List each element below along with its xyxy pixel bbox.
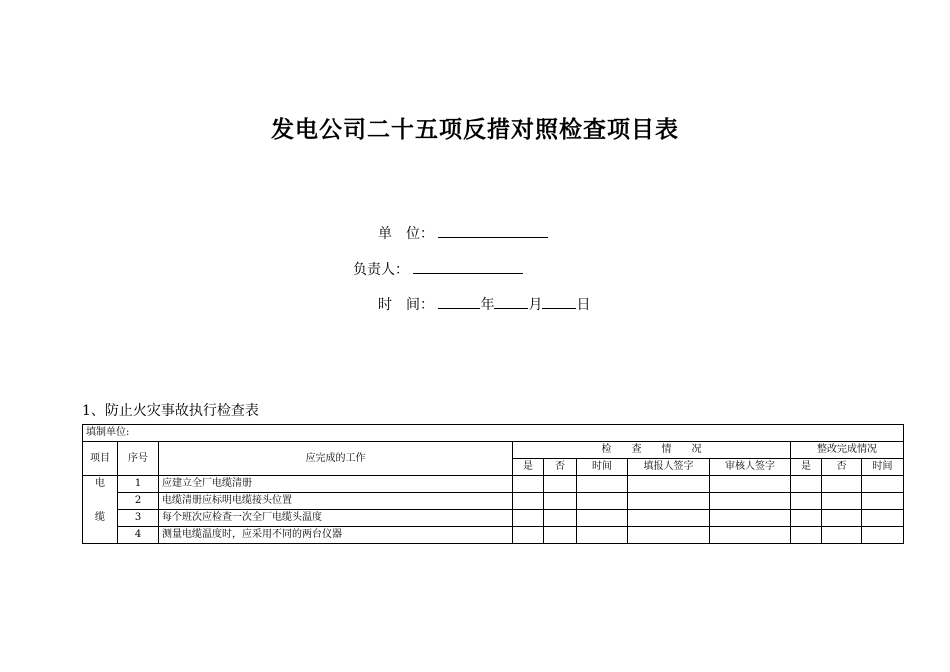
cell-fix-yes[interactable] bbox=[791, 510, 822, 527]
cell-fix-no[interactable] bbox=[822, 527, 862, 544]
unit-label: 单 位： bbox=[378, 226, 434, 242]
month-blank[interactable] bbox=[494, 295, 528, 309]
fix-col-time: 时间 bbox=[862, 459, 904, 476]
item-name-bottom: 缆 bbox=[83, 510, 118, 527]
section-title: 1、防止火灾事故执行检查表 bbox=[82, 403, 259, 419]
unit-field bbox=[378, 223, 548, 243]
time-field bbox=[378, 294, 590, 314]
cell-reporter[interactable] bbox=[628, 476, 710, 493]
cell-check-yes[interactable] bbox=[513, 510, 544, 527]
table-row bbox=[83, 493, 904, 510]
cell-check-no[interactable] bbox=[544, 527, 577, 544]
day-label: 日 bbox=[576, 297, 591, 313]
cell-check-time[interactable] bbox=[577, 527, 628, 544]
header-fix: 整改完成情况 bbox=[791, 442, 904, 459]
check-col-time: 时间 bbox=[577, 459, 628, 476]
cell-check-no[interactable] bbox=[544, 476, 577, 493]
person-field bbox=[353, 259, 523, 279]
cell-reporter[interactable] bbox=[628, 510, 710, 527]
header-item: 项目 bbox=[83, 442, 118, 476]
cell-fix-time[interactable] bbox=[862, 493, 904, 510]
cell-reviewer[interactable] bbox=[710, 527, 791, 544]
table-row bbox=[83, 510, 904, 527]
check-table bbox=[82, 424, 904, 544]
fix-col-no: 否 bbox=[822, 459, 862, 476]
cell-fix-time[interactable] bbox=[862, 476, 904, 493]
year-blank[interactable] bbox=[438, 295, 480, 309]
fill-unit-row bbox=[83, 425, 904, 442]
person-label: 负责人： bbox=[353, 262, 409, 278]
cell-reporter[interactable] bbox=[628, 493, 710, 510]
header-check: 检 查 情 况 bbox=[513, 442, 791, 459]
row-seq: 2 bbox=[118, 493, 159, 510]
row-work: 应建立全厂电缆清册 bbox=[159, 476, 513, 493]
cell-check-no[interactable] bbox=[544, 510, 577, 527]
row-seq: 3 bbox=[118, 510, 159, 527]
row-seq: 1 bbox=[118, 476, 159, 493]
cell-check-time[interactable] bbox=[577, 476, 628, 493]
cell-check-yes[interactable] bbox=[513, 493, 544, 510]
person-blank[interactable] bbox=[413, 260, 523, 274]
table-row bbox=[83, 527, 904, 544]
row-work: 电缆清册应标明电缆接头位置 bbox=[159, 493, 513, 510]
cell-check-no[interactable] bbox=[544, 493, 577, 510]
row-work: 测量电缆温度时，应采用不同的两台仪器 bbox=[159, 527, 513, 544]
day-blank[interactable] bbox=[542, 295, 576, 309]
month-label: 月 bbox=[528, 297, 543, 313]
cell-fix-time[interactable] bbox=[862, 510, 904, 527]
unit-blank[interactable] bbox=[438, 224, 548, 238]
table-row bbox=[83, 476, 904, 493]
item-name-spacer bbox=[83, 527, 118, 544]
cell-check-yes[interactable] bbox=[513, 527, 544, 544]
cell-reviewer[interactable] bbox=[710, 510, 791, 527]
cell-fix-no[interactable] bbox=[822, 493, 862, 510]
time-label: 时 间： bbox=[378, 297, 434, 313]
fill-unit-label: 填制单位: bbox=[83, 425, 904, 442]
header-row-1 bbox=[83, 442, 904, 459]
row-seq: 4 bbox=[118, 527, 159, 544]
item-name-top: 电 bbox=[83, 476, 118, 493]
cell-reviewer[interactable] bbox=[710, 476, 791, 493]
cell-fix-no[interactable] bbox=[822, 510, 862, 527]
header-work: 应完成的工作 bbox=[159, 442, 513, 476]
cell-reviewer[interactable] bbox=[710, 493, 791, 510]
check-col-reporter: 填报人签字 bbox=[628, 459, 710, 476]
cell-fix-time[interactable] bbox=[862, 527, 904, 544]
cell-fix-yes[interactable] bbox=[791, 476, 822, 493]
fix-col-yes: 是 bbox=[791, 459, 822, 476]
page-title: 发电公司二十五项反措对照检查项目表 bbox=[271, 116, 679, 143]
year-label: 年 bbox=[480, 297, 495, 313]
cell-check-time[interactable] bbox=[577, 510, 628, 527]
check-col-no: 否 bbox=[544, 459, 577, 476]
cell-check-yes[interactable] bbox=[513, 476, 544, 493]
row-work: 每个班次应检查一次全厂电缆头温度 bbox=[159, 510, 513, 527]
cell-reporter[interactable] bbox=[628, 527, 710, 544]
cell-check-time[interactable] bbox=[577, 493, 628, 510]
check-col-yes: 是 bbox=[513, 459, 544, 476]
check-col-reviewer: 审核人签字 bbox=[710, 459, 791, 476]
cell-fix-yes[interactable] bbox=[791, 527, 822, 544]
header-seq: 序号 bbox=[118, 442, 159, 476]
cell-fix-no[interactable] bbox=[822, 476, 862, 493]
cell-fix-yes[interactable] bbox=[791, 493, 822, 510]
item-name-spacer bbox=[83, 493, 118, 510]
